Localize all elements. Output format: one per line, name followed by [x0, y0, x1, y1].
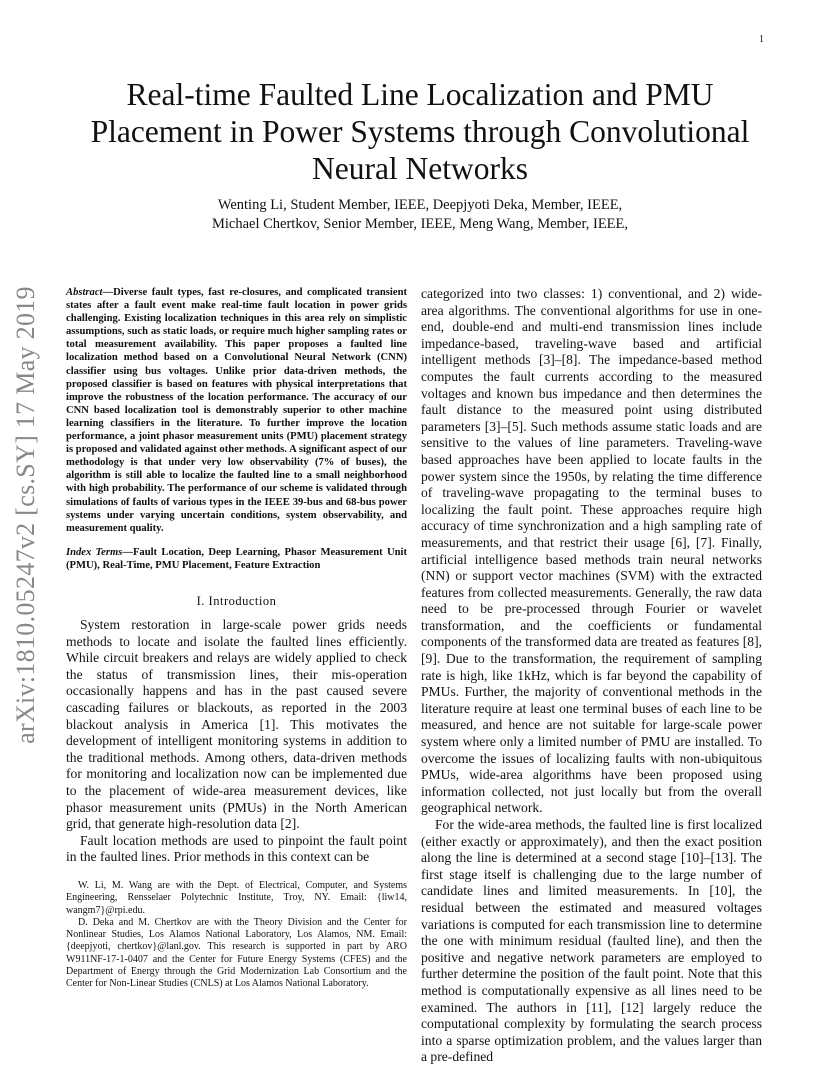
footnote: W. Li, M. Wang are with the Dept. of Electrical, Computer, and Systems Engineering, Rensselaer Polytechnic Institute, Troy, NY. Email: {liw14, wangm7}@rpi.edu. [66, 880, 407, 916]
abstract-text: —Diverse fault types, fast re-closures, and complicated transient states after a fault event make real-time fault location in power grids challenging. Existing localization techniques in this area rely on simplistic assumptions, such as static loads, or require much higher sampling rates or total measurement availability. This paper proposes a faulted line localization method based on a Convolutional Neural Network (CNN) classifier using bus voltages. Unlike prior data-driven methods, the proposed classifier is based on features with physical interpretations that improve the robustness of the location performance. The accuracy of our CNN based localization tool is demonstrably superior to other machine learning classifiers in the literature. To further improve the location performance, a joint phasor measurement units (PMU) placement strategy is proposed and validated against other methods. A significant aspect of our methodology is that under very low observability (7% of buses), the algorithm is still able to localize the faulted line to a small neighborhood with high probability. The performance of our scheme is validated through simulations of faults of various types in the IEEE 39-bus and 68-bus power systems under varying uncertain conditions, system observability, and measurement quality. [66, 287, 407, 534]
paper-title: Real-time Faulted Line Localization and PMU Placement in Power Systems through Convolutional Neural Networks [90, 77, 750, 186]
arxiv-id: arXiv:1810.05247v2 [cs.SY] 17 May 2019 [11, 286, 40, 744]
section-heading: I. Introduction [196, 593, 277, 608]
index-terms-label: Index Terms [66, 546, 123, 558]
paragraph: categorized into two classes: 1) conventional, and 2) wide-area algorithms. The conventional algorithms for use in one-end, double-end and multi-end transmission lines include impedance-based, traveling-wave based and artificial intelligent methods [3]–[8]. The impedance-based method computes the fault currents according to the measured voltages and known bus impedance and then determines the fault distance to the measured point using distributed parameters [3]–[5]. Such methods assume static loads and are sensitive to the values of line parameters. Traveling-wave based approaches have been applied to locate faults in the power system since the 1950s, by relating the time difference of traveling-wave propagating to the terminal buses to localizing the fault point. These approaches require high accuracy of time synchronization and a high sampling rate of measurements, and that restrict their usage [6], [7]. Finally, artificial intelligence based methods train neural networks (NN) or support vector machines (SVM) with the extracted features from collected measurements. Generally, the raw data need to be pre-processed through Fourier or wavelet transformation, and the coefficients or fundamental components of the transformed data are treated as features [8], [9]. Due to the transformation, the requirement of sampling rate is high, like 1kHz, which is far beyond the capability of PMUs. Further, the majority of conventional methods in the literature require at least one terminal buses of each line to be measured, and hence are not suitable for large-scale power system where only a limited number of PMU are installed. To overcome the issues of localizing faults with non-ubiquitous PMUs, wide-area algorithms have been proposed using information collected, not just locally but from the overall geographical network. [421, 286, 762, 816]
paragraph: For the wide-area methods, the faulted line is first localized (either exactly or approximately), and then the exact position along the line is determined at a second stage [10]–[13]. The first stage itself is challenging due to the large number of candidate lines and limited measurements. In [10], the residual between the estimated and measured voltages variations is computed for each transmission line to determine the one with minimum residual (faulted line), and then the positive and negative network parameters are employed to further determine the position of the fault point. Note that this method is computationally expensive as all lines need to be examined. The authors in [11], [12] largely reduce the computational complexity by formulating the search process into a sparse optimization problem, and the values larger than a pre-defined [421, 817, 762, 1065]
footnotes [66, 880, 407, 991]
abstract-label: Abstract [66, 287, 103, 298]
left-column [66, 286, 407, 866]
index-terms [66, 546, 407, 572]
index-terms-text: —Fault Location, Deep Learning, Phasor Measurement Unit (PMU), Real-Time, PMU Placement, Feature Extraction [66, 546, 407, 571]
author-line-2: Michael Chertkov, Senior Member, IEEE, Meng Wang, Member, IEEE, [211, 216, 629, 232]
author-line-1: Wenting Li, Student Member, IEEE, Deepjyoti Deka, Member, IEEE, [217, 197, 623, 213]
page-number: 1 [759, 34, 764, 45]
author-list [60, 196, 780, 234]
abstract [66, 286, 407, 535]
footnote: D. Deka and M. Chertkov are with the Theory Division and the Center for Nonlinear Studies, Los Alamos National Laboratory, Los Alamos, NM. Email: {deepjyoti, chertkov}@lanl.gov. This research is supported in part by ARO W911NF-17-1-0407 and the Center for Future Energy Systems (CFES) and the Department of Energy through the Grid Modernization Lab Consortium and the Center for Non-Linear Studies (CNLS) at Los Alamos National Laboratory. [66, 916, 407, 990]
paragraph: Fault location methods are used to pinpoint the fault point in the faulted lines. Prior methods in this context can be [66, 832, 407, 865]
paragraph: System restoration in large-scale power grids needs methods to locate and isolate the faulted lines efficiently. While circuit breakers and relays are widely applied to check the status of transmission lines, their mis-operation occasionally happens and has in the past caused severe cascading failures or blackouts, as reported in the 2003 blackout analysis in America [1]. This motivates the development of intelligent monitoring systems in addition to the traditional methods. Among others, data-driven methods for monitoring and localization now can be implemented due to the placement of wide-area measurement devices, like phasor measurement units (PMUs) in the North American grid, that generate high-resolution data [2]. [66, 616, 407, 832]
arxiv-stamp [6, 265, 46, 765]
right-column [421, 286, 762, 1066]
